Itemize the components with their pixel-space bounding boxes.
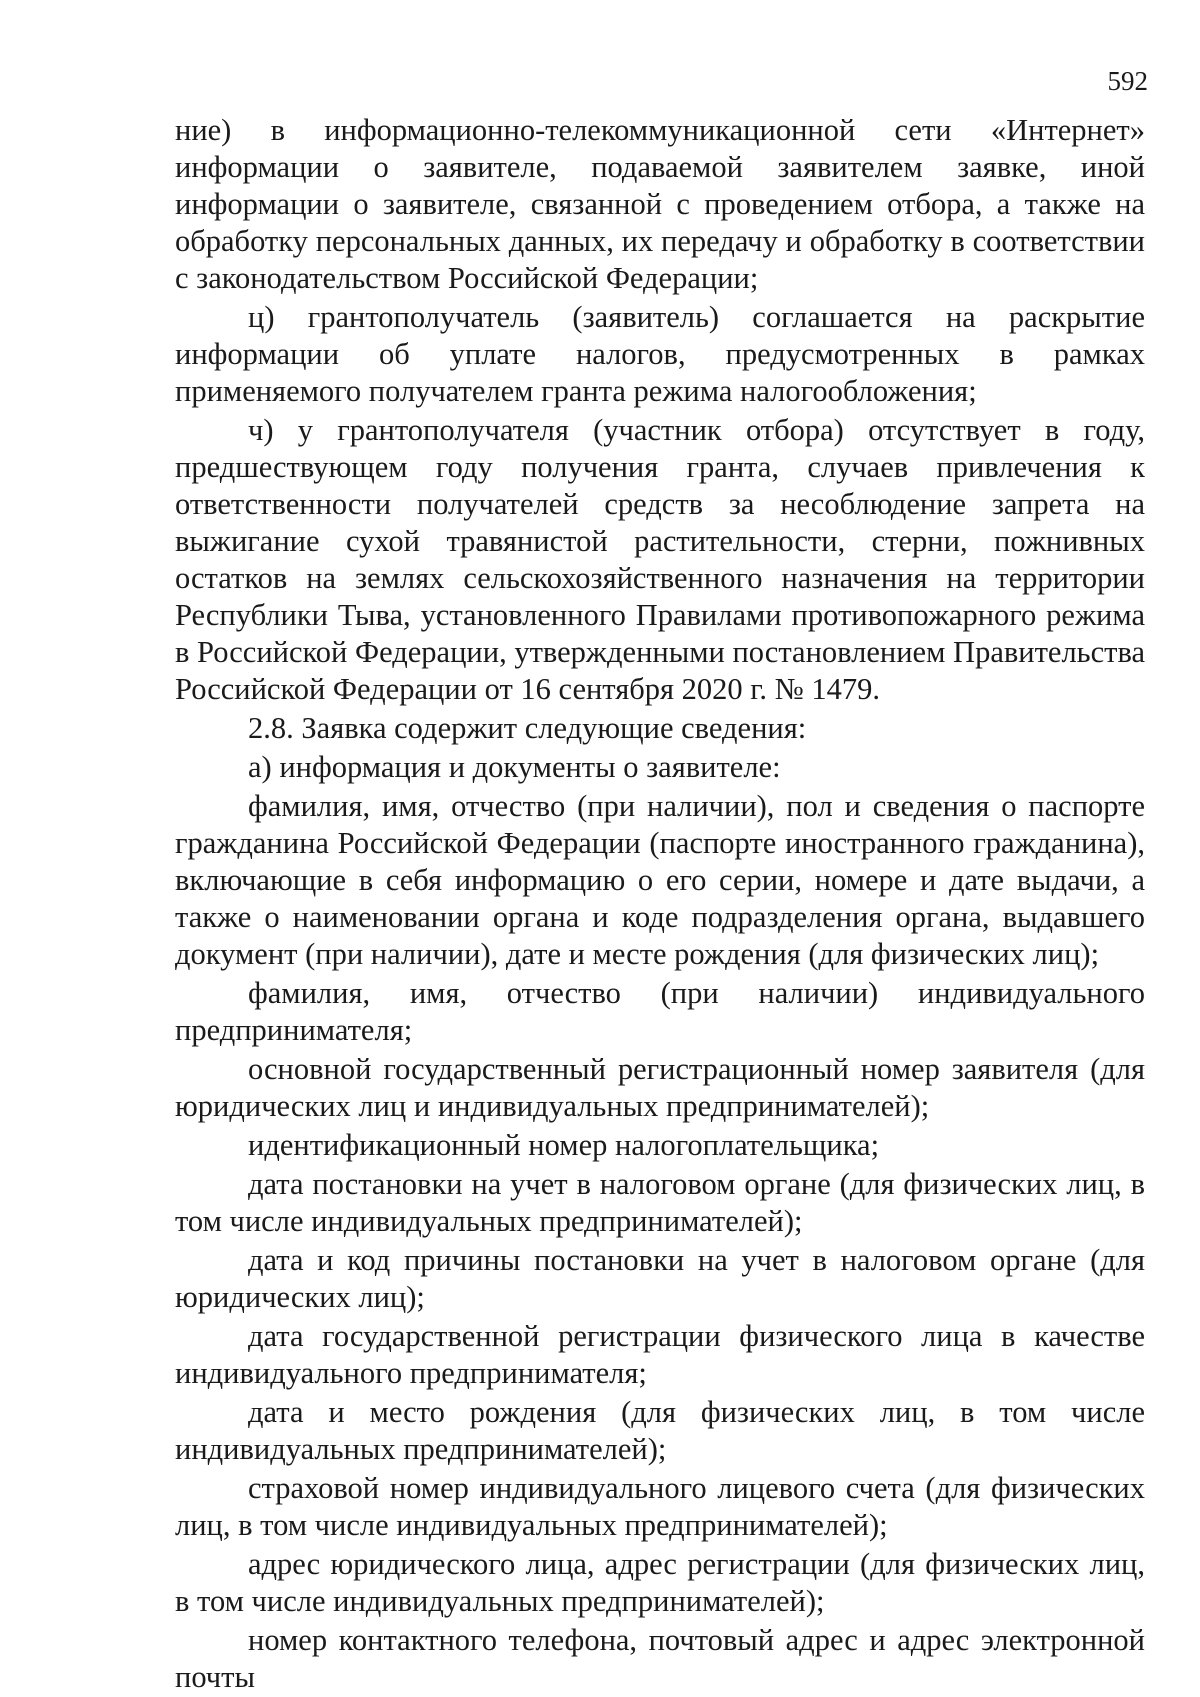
paragraph: дата государственной регистрации физического лица в качестве индивидуального предпринимателя;: [175, 1319, 1145, 1390]
paragraph: адрес юридического лица, адрес регистрации (для физических лиц, в том числе индивидуальных предпринимателей);: [175, 1547, 1145, 1618]
paragraph: основной государственный регистрационный номер заявителя (для юридических лиц и индивидуальных предпринимателей);: [175, 1052, 1145, 1123]
paragraph: страховой номер индивидуального лицевого счета (для физических лиц, в том числе индивидуальных предпринимателей);: [175, 1471, 1145, 1542]
paragraph: номер контактного телефона, почтовый адрес и адрес электронной почты: [175, 1623, 1145, 1694]
paragraph: ц) грантополучатель (заявитель) соглашается на раскрытие информации об уплате налогов, предусмотренных в рамках применяемого получателем гранта режима налогообложения;: [175, 300, 1145, 408]
paragraph: дата и место рождения (для физических лиц, в том числе индивидуальных предпринимателей);: [175, 1395, 1145, 1466]
paragraph: фамилия, имя, отчество (при наличии), пол и сведения о паспорте гражданина Российской Федерации (паспорте иностранного гражданина), включающие в себя информацию о его серии, номере и дате выдачи, а также о наименовании органа и коде подразделения органа, выдавшего документ (при наличии), дате и месте рождения (для физических лиц);: [175, 789, 1145, 971]
paragraph: ние) в информационно-телекоммуникационной сети «Интернет» информации о заявителе, подаваемой заявителем заявке, иной информации о заявителе, связанной с проведением отбора, а также на обработку персональных данных, их передачу и обработку в соответствии с законодательством Российской Федерации;: [175, 113, 1145, 295]
paragraph: 2.8. Заявка содержит следующие сведения:: [248, 711, 807, 745]
paragraph: а) информация и документы о заявителе:: [248, 750, 781, 784]
paragraph: идентификационный номер налогоплательщика;: [248, 1128, 880, 1162]
paragraph: ч) у грантополучателя (участник отбора) отсутствует в году, предшествующем году получения гранта, случаев привлечения к ответственности получателей средств за несоблюдение запрета на выжигание сухой травянистой растительности, стерни, пожнивных остатков на землях сельскохозяйственного назначения на территории Республики Тыва, установленного Правилами противопожарного режима в Российской Федерации, утвержденными постановлением Правительства Российской Федерации от 16 сентября 2020 г. № 1479.: [175, 413, 1145, 706]
document-body: [175, 112, 1145, 1696]
paragraph: фамилия, имя, отчество (при наличии) индивидуального предпринимателя;: [175, 976, 1145, 1047]
page-number: 592: [1107, 66, 1148, 96]
paragraph: дата постановки на учет в налоговом органе (для физических лиц, в том числе индивидуальных предпринимателей);: [175, 1167, 1145, 1238]
paragraph: дата и код причины постановки на учет в налоговом органе (для юридических лиц);: [175, 1243, 1145, 1314]
